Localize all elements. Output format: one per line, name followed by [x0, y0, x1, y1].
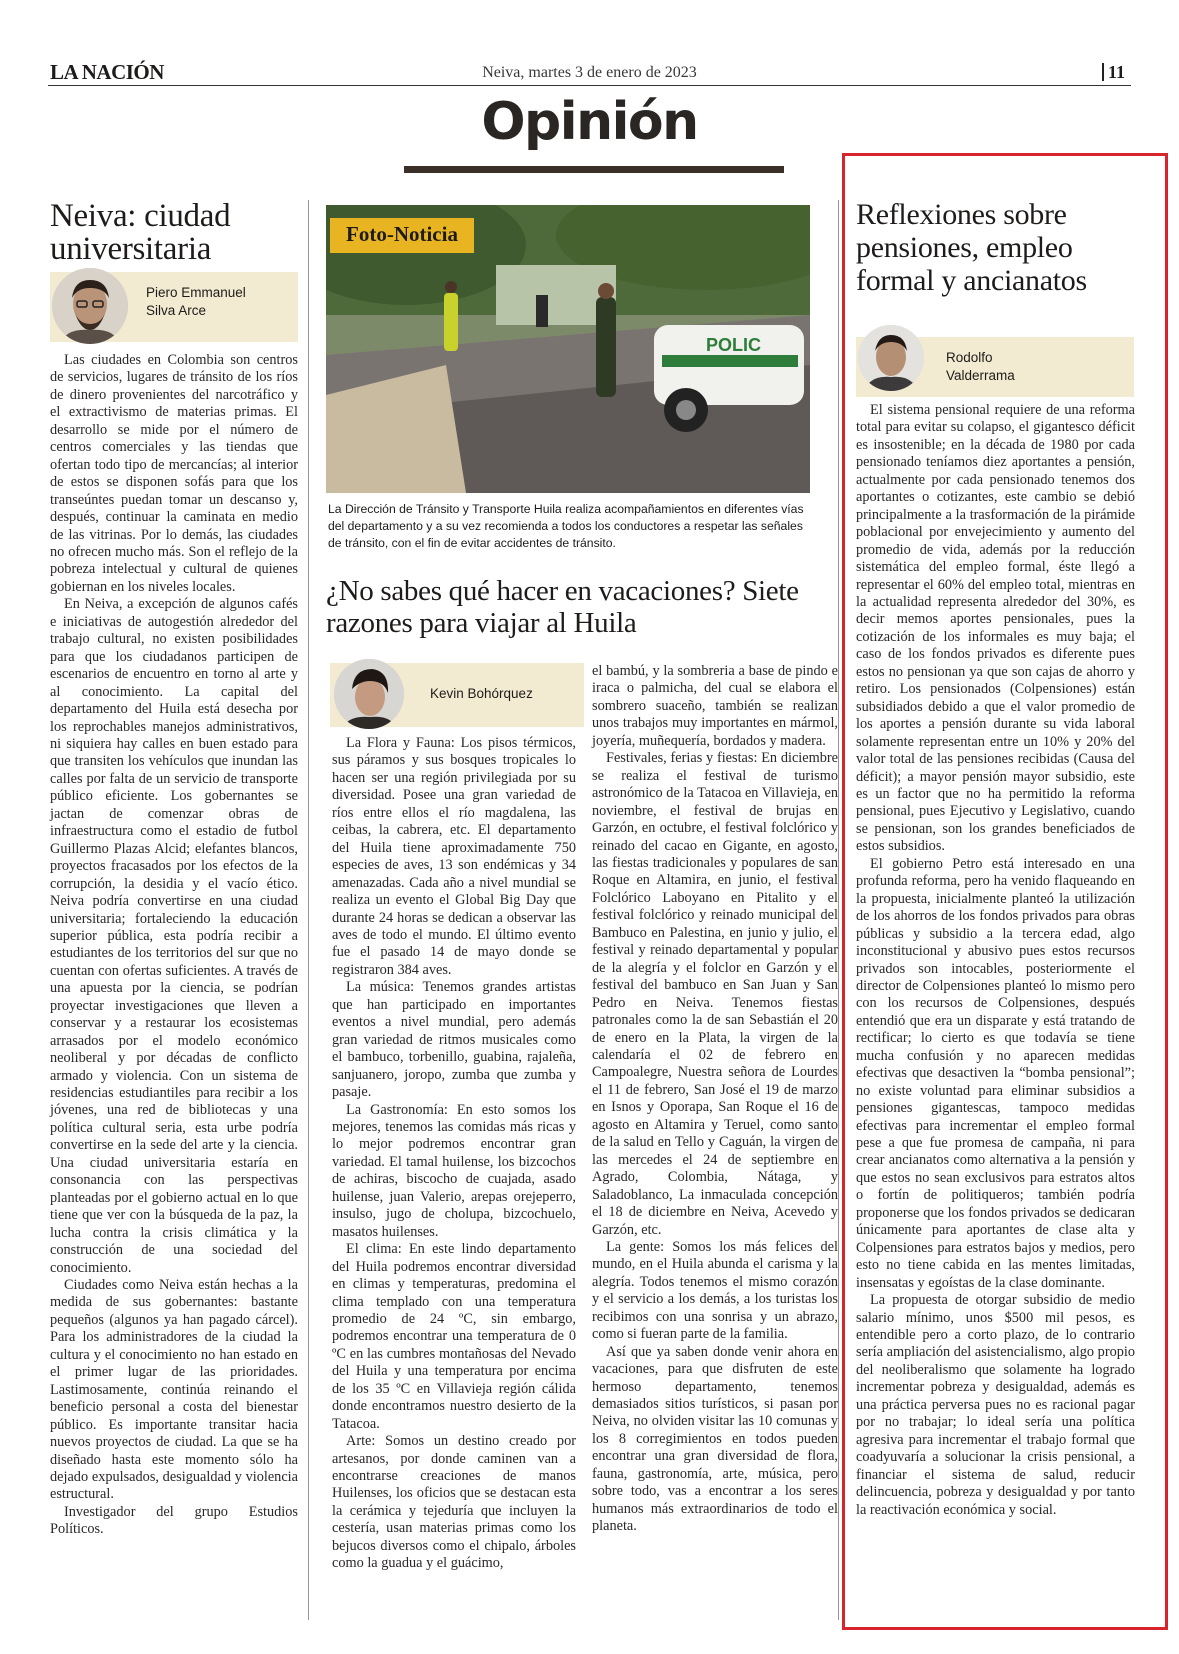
paragraph: Las ciudades en Colombia son centros de servicios, lugares de tránsito de los ríos de dinero provenientes del narcotráfico y el extractivismo de materias primas. El desarrollo se mide por el número de centros comerciales y las tiendas que ofertan todo tipo de mercancías; al interior de estos se disponen sofás para que los transeúntes puedan tomar un descanso y, después, continuar la caminata en medio de las vitrinas. Por lo demás, las ciudades no ofrecen mucho más. Son el reflejo de la pobreza intelectual y cultural de quienes gobiernan en los niveles locales.: [50, 352, 298, 595]
left-article-body: [50, 352, 298, 1539]
photo-caption: La Dirección de Tránsito y Transporte Huila realiza acompañamientos en diferentes vías del departamento y a su vez recomienda a todos los conductores a respetar las señales de tránsito, con el fin de evitar accidentes de tránsito.: [328, 502, 804, 550]
author-photo-avatar: [52, 268, 128, 344]
paragraph: La música: Tenemos grandes artistas que han participado en importantes eventos a nivel mundial, pero además gran variedad de ritmos musicales como el bambuco, torbenillo, guabina, rajaleña, sanjuanero, joropo, zumba que zumba y pasaje.: [332, 979, 576, 1101]
section-title: Opinión: [481, 92, 698, 152]
photo-news-badge: Foto-Noticia: [330, 218, 474, 253]
right-article-byline: [856, 337, 1134, 397]
column-divider: [308, 200, 309, 1620]
masthead-divider: [48, 85, 1131, 86]
paragraph: Investigador del grupo Estudios Políticos.: [50, 1503, 298, 1538]
vehicle-text: POLIC: [706, 335, 762, 355]
page-number: 11: [1102, 63, 1125, 81]
author-name-line1: Piero Emmanuel: [146, 285, 246, 300]
author-name-line2: Silva Arce: [146, 303, 207, 318]
paragraph: La propuesta de otorgar subsidio de medio salario mínimo, unos $500 mil pesos, es entendible pero a corto plazo, de lo contrario sería ampliación del asistencialismo, algo propio del neoliberalismo que solamente ha logrado incrementar pobreza y desigualdad, además es una práctica perversa pues no es racional pagar por no trabajar; lo ideal sería una política agresiva para incrementar el trabajo formal que coadyuvaría a solucionar la crisis pensional, a financiar el sistema de salud, reducir delincuencia, pobreza y desigualdad y por tanto la reactivación económica y social.: [856, 1292, 1135, 1518]
paragraph: En Neiva, a excepción de algunos cafés e iniciativas de autogestión alrededor del trabajo cultural, no existen posibilidades para que los ciudadanos participen de escenarios de encuentro en torno al arte y al conocimiento. La capital del departamento del Huila está desecha por los reprochables manejos administrativos, ni siquiera hay calles en buen estado para que transiten los vehículos que inundan las calles por falta de un servicio de transporte público eficiente. Los gobernantes se jactan de comenzar obras de infraestructura como el estadio de futbol Guillermo Plazas Alcid; elefantes blancos, proyectos fracasados por los efectos de la corrupción, la desidia y el vacío ético. Neiva podría convertirse en una ciudad universitaria; fortaleciendo la educación superior pública, esta podría recibir a estudiantes de los territorios del sur que no cuentan con ofertas suficientes. A través de una apuesta por la ciencia, se podrían proyectar investigaciones que lleven a conservar y a restaurar los ecosistemas arrasados por el modelo económico neoliberal y por décadas de conflicto armado y violencia. Con un sistema de residencias estudiantiles para recibir a los jóvenes, una red de bibliotecas y una política cultural seria, esta urbe podría convertirse en la sede del arte y la ciencia. Una ciudad universitaria estaría en consonancia con las perspectivas planteadas por el gobierno actual en lo que tiene que ver con la búsqueda de la paz, la lucha contra la crisis climática y la construcción de una sociedad del conocimiento.: [50, 596, 298, 1276]
paragraph: Festivales, ferias y fiestas: En diciembre se realiza el festival de turismo astronómico de la Tatacoa en Villavieja, en noviembre, el festival de brujas en Garzón, en octubre, el festival folclórico y reinado del cacao en Gigante, en agosto, las fiestas tradicionales y populares de san Roque en Altamira, en junio, el festival Folclórico Laboyano en Pitalito y el festival folclórico y reinado municipal del Bambuco en Palestina, en junio y julio, el festival y reinado departamental y popular de la alegría y el folclor en Garzón y el festival del bambuco en San Juan y San Pedro en Neiva. Tenemos fiestas patronales como la de san Sebastián el 20 de enero en la Plata, la virgen de la calendaría el 02 de febrero en Campoalegre, Nuestra señora de Lourdes el 11 de febrero, San José el 19 de marzo en Isnos y Oporapa, San Roque el 16 de agosto en Altamira y Teruel, como santo de la salud en Tello y Caguán, la virgen de las mercedes el 24 de septiembre en Agrado, Colombia, Nátaga, y Saladoblanco, La inmaculada concepción el 18 de diciembre en Neiva, Acevedo y Garzón, etc.: [592, 750, 838, 1238]
middle-article-body-col2: [592, 663, 838, 1536]
paragraph: El sistema pensional requiere de una reforma total para evitar su colapso, el gigantesco déficit es insostenible; en la década de 1980 por cada pensionado teníamos diez aportantes a pensión, actualmente por cada pensionado tenemos dos aportantes o cotizantes, este cambio se debió principalmente a la trasformación de la pirámide poblacional por envejecimiento y aumento del promedio de vida, además por la reducción sistemática del empleo formal, éste llegó a representar el 60% del empleo total, mientras en la actualidad representa alrededor del 30%, es decir memos aportes pensionales, pues la cotización de los informales es muy baja; el caso de los fondos privados es diferente pues estos no pensionan ya que son cajas de ahorro y retiro. Los pensionados (Colpensiones) están subsidiados debido a que el valor promedio de los aportes a pensión durante su vida laboral solamente representan entre un 10% y 20% del valor total de las pensiones recibidas (Causa del déficit); a mayor pensión mayor subsidio, este es un factor que no ha permitido la reforma pensional, pues Ejecutivo y Legislativo, cuando se pensionan, son los grandes beneficiados de estos subsidios.: [856, 402, 1135, 855]
left-article-byline: [50, 272, 298, 342]
newspaper-logo: LA NACIÓN: [50, 60, 164, 84]
paragraph: La Flora y Fauna: Los pisos térmicos, sus páramos y sus bosques tropicales lo hacen ser una región privilegiada por su diversidad. Posee una gran variedad de ríos entre ellos el río magdalena, las ceibas, la cabrera, etc. El departamento del Huila tiene aproximadamente 750 especies de aves, 13 son endémicas y 34 amenazadas. Cada año a nivel mundial se realiza un evento el Global Big Day que durante 24 horas se dedican a observar las aves de todo el mundo. El último evento fue el pasado 14 de mayo donde se registraron 384 aves.: [332, 735, 576, 978]
paragraph: El gobierno Petro está interesado en una profunda reforma, pero ha venido flaqueando en la propuesta, inicialmente planteó la utilización de los ahorros de los fondos privados para obras públicas y subsidio a la tercera edad, algo inconstitucional y abusivo pues estos recursos privados son intocables, posteriormente el director de Colpensiones planteó lo mismo pero con los recursos de Colpensiones, después entendió que era un disparate y está tratando de rectificar; lo cierto es que todavía se tiene mucha confusión y no aparecen medidas efectivas que desactiven la “bomba pensional”; no existe voluntad para eliminar subsidios a pensiones gigantescas, tampoco medidas efectivas para incrementar el empleo formal pese a que fue promesa de campaña, ni para crear ancianatos como alternativa a la pensión y que estos no sean exclusivos para estratos altos o fortín de politiqueros; también podría proponerse que los fondos privados se dedicaran únicamente para aportantes de clase alta y Colpensiones para estratos bajos y medios, pero esto no tiene cabida en las mentes limitadas, insensatas y egoístas de la clase dominante.: [856, 855, 1135, 1291]
paragraph: Arte: Somos un destino creado por artesanos, por donde caminen van a encontrarse creaciones de manos Huilenses, los oficios que se destacan esta la cerámica y tejeduría que incluyen la cestería, usan materias primas como los bejucos diversos como el chipalo, árboles como la guadua y el guácimo,: [332, 1433, 576, 1572]
issue-date: Neiva, martes 3 de enero de 2023: [482, 64, 697, 81]
paragraph: Así que ya saben donde venir ahora en vacaciones, para que disfruten de este hermoso departamento, tenemos demasiados sitios turísticos, si pasan por Neiva, no olviden visitar las 10 comunas y los 8 corregimientos en todos pueden encontrar una gran diversidad de flora, fauna, gastronomía, arte, música, pero sobre todo, vas a encontrar a los seres humanos más extraordinarios de todo el planeta.: [592, 1343, 838, 1535]
right-article-body: [856, 402, 1135, 1519]
middle-article-byline: [330, 663, 584, 727]
author-photo-avatar: [858, 325, 924, 391]
author-name-line1: Rodolfo: [946, 350, 993, 365]
author-name: Kevin Bohórquez: [430, 686, 533, 701]
right-article-headline: Reflexiones sobre pensiones, empleo formal y ancianatos: [856, 198, 1087, 297]
author-photo-avatar: [334, 659, 404, 729]
paragraph: La gente: Somos los más felices del mundo, en el Huila abunda el carisma y la alegría. Todos tenemos el mismo corazón y el servicio a los demás, a los turistas los recibimos con una sonrisa y un abrazo, como si fueran parte de la familia.: [592, 1238, 838, 1343]
author-name-line2: Valderrama: [946, 368, 1015, 383]
middle-article-body-col1: [332, 735, 576, 1573]
left-article-headline: Neiva: ciudad universitaria: [50, 198, 231, 267]
middle-article-headline: ¿No sabes qué hacer en vacaciones? Siete razones para viajar al Huila: [326, 575, 799, 639]
column-divider: [838, 200, 839, 1620]
paragraph: el bambú, y la sombreria a base de pindo e iraca o palmicha, del cual se elabora el sombrero suaceño, también se realizan unos trabajos muy importantes en mármol, joyería, muñequería, bordados y madera.: [592, 663, 838, 749]
section-title-underline: [404, 166, 784, 173]
paragraph: La Gastronomía: En esto somos los mejores, tenemos las comidas más ricas y lo mejor podremos encontrar gran variedad. El tamal huilense, los bizcochos de achiras, biscocho de cuajada, asado huilense, juan Valerio, arepas orejeperro, insulso, jugo de cholupa, bizcochuelo, masatos huilenses.: [332, 1101, 576, 1240]
paragraph: Ciudades como Neiva están hechas a la medida de sus gobernantes: bastante pequeños (algunos ya han pagado cárcel). Para los administradores de la ciudad la cultura y el conocimiento no han estado en el primer lugar de las prioridades. Lastimosamente, continúa reinando el beneficio personal a costa del bienestar público. Es importante transitar hacia nuevos proyectos de ciudad. La que se ha diseñado hasta este momento sólo ha dejado expulsados, desigualdad y violencia estructural.: [50, 1277, 298, 1503]
paragraph: El clima: En este lindo departamento del Huila podremos encontrar diversidad en climas y temperaturas, predomina el clima templado con una temperatura promedio de 24 ºC, sin embargo, podremos encontrar una temperatura de 0 ºC en las cumbres montañosas del Nevado del Huila y una temperatura por encima de los 35 ºC en Villavieja región cálida donde encontramos nuestro desierto de la Tatacoa.: [332, 1241, 576, 1432]
